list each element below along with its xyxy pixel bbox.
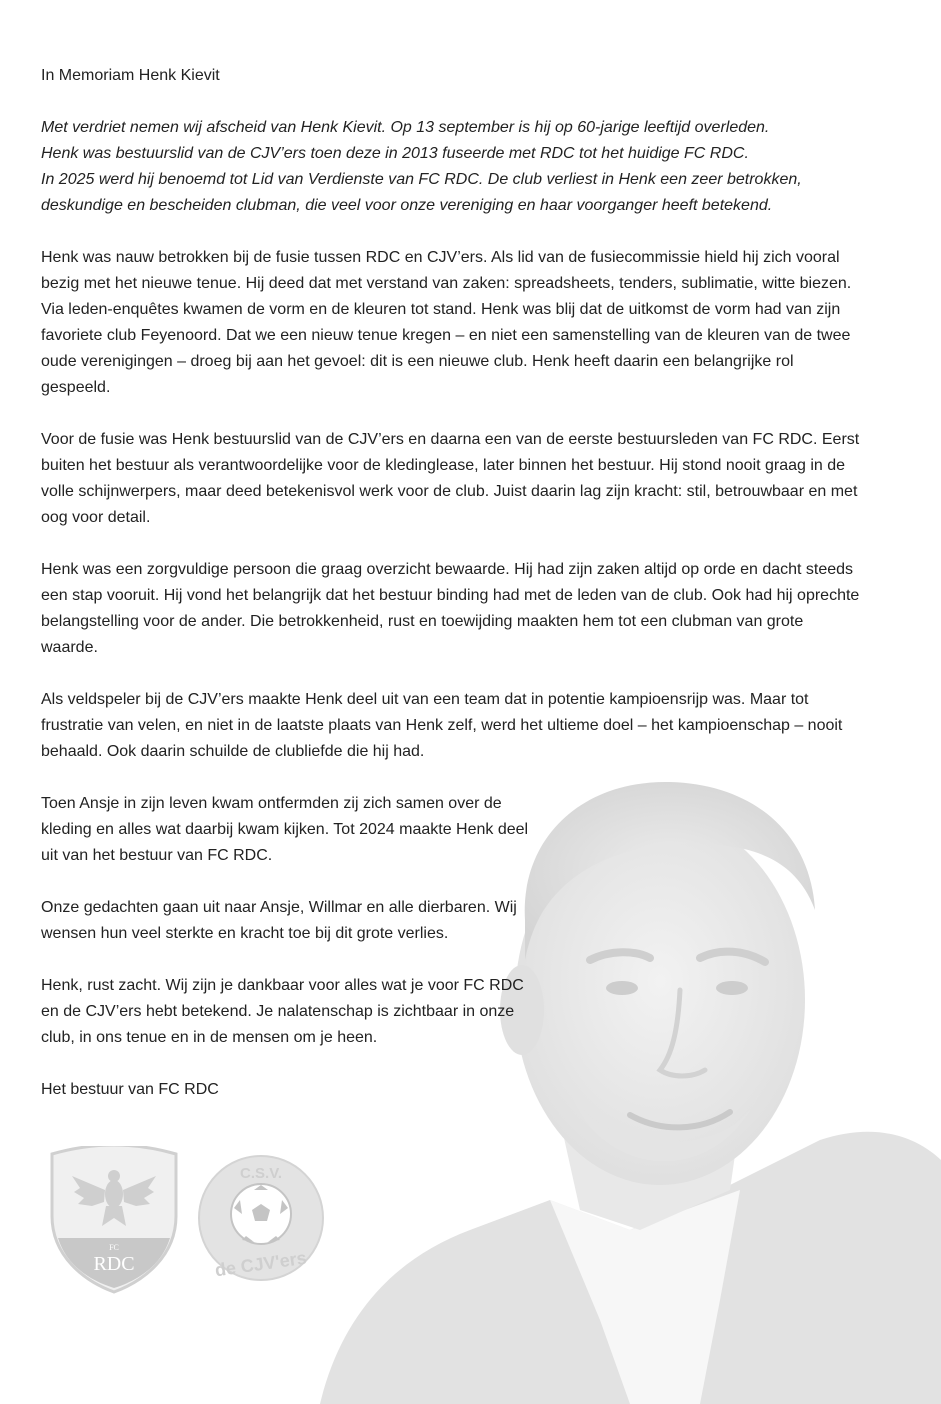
- intro-paragraph: [41, 115, 861, 219]
- paragraph-board: Voor de fusie was Henk bestuurslid van de CJV’ers en daarna een van de eerste bestuursleden van FC RDC. Eerst buiten het bestuur als verantwoordelijke voor de kledinglease, later binnen het bestuur. Hij stond nooit graag in de volle schijnwerpers, maar deed betekenisvol werk voor de club. Juist daarin lag zijn kracht: stil, betrouwbaar en met oog voor detail.: [41, 431, 860, 526]
- csv-cjvers-logo: [196, 1148, 326, 1288]
- paragraph-condolences: Onze gedachten gaan uit naar Ansje, Willmar en alle dierbaren. Wij wensen hun veel sterkte en kracht toe bij dit grote verlies.: [41, 899, 517, 942]
- fc-rdc-logo: [44, 1146, 184, 1294]
- intro-line: Henk was bestuurslid van de CJV’ers toen deze in 2013 fuseerde met RDC tot het huidige FC RDC.: [41, 145, 749, 162]
- intro-line: In 2025 werd hij benoemd tot Lid van Verdienste van FC RDC. De club verliest in Henk een zeer betrokken,: [41, 171, 802, 188]
- page-title: In Memoriam Henk Kievit: [41, 67, 220, 84]
- cjv-logo-bottom: de CJV'ers: [213, 1247, 308, 1281]
- paragraph-ansje: Toen Ansje in zijn leven kwam ontfermden zij zich samen over de kleding en alles wat daarbij kwam kijken. Tot 2024 maakte Henk deel uit van het bestuur van FC RDC.: [41, 795, 529, 864]
- paragraph-fusion: Henk was nauw betrokken bij de fusie tussen RDC en CJV’ers. Als lid van de fusiecommissie hield hij zich vooral bezig met het nieuwe tenue. Hij deed dat met verstand van zaken: spreadsheets, tenders, sublimatie, witte biezen. Via leden-enquêtes kwamen de vorm en de kleuren tot stand. Henk was blij dat de uitkomst de vorm had van zijn favoriete club Feyenoord. Dat we een nieuw tenue kregen – en niet een samenstelling van de kleuren van de twee oude verenigingen – droeg bij aan het gevoel: dit is een nieuwe club. Henk heeft daarin een belangrijke rol gespeeld.: [41, 249, 852, 396]
- memoriam-letter: [41, 63, 861, 1103]
- signoff: Het bestuur van FC RDC: [41, 1081, 219, 1098]
- paragraph-player: Als veldspeler bij de CJV’ers maakte Henk deel uit van een team dat in potentie kampioensrijp was. Maar tot frustratie van velen, en niet in de laatste plaats van Henk zelf, werd het ultieme doel – het kampioenschap – nooit behaald. Ook daarin schuilde de clubliefde die hij had.: [41, 691, 843, 760]
- paragraph-farewell: Henk, rust zacht. Wij zijn je dankbaar voor alles wat je voor FC RDC en de CJV’ers hebt betekend. Je nalatenschap is zichtbaar in onze club, in ons tenue en in de mensen om je heen.: [41, 977, 524, 1046]
- rdc-logo-name: RDC: [93, 1253, 135, 1275]
- intro-line: deskundige en bescheiden clubman, die veel voor onze vereniging en haar voorganger heeft betekend.: [41, 197, 773, 214]
- intro-line: Met verdriet nemen wij afscheid van Henk Kievit. Op 13 september is hij op 60-jarige leeftijd overleden.: [41, 119, 770, 136]
- rdc-logo-small: FC: [109, 1243, 119, 1252]
- cjv-logo-top: C.S.V.: [240, 1165, 282, 1182]
- paragraph-character: Henk was een zorgvuldige persoon die graag overzicht bewaarde. Hij had zijn zaken altijd op orde en dacht steeds een stap vooruit. Hij vond het belangrijk dat het bestuur binding had met de leden van de club. Ook had hij oprechte belangstelling voor de ander. Die betrokkenheid, rust en toewijding maakten hem tot een clubman van grote waarde.: [41, 561, 860, 656]
